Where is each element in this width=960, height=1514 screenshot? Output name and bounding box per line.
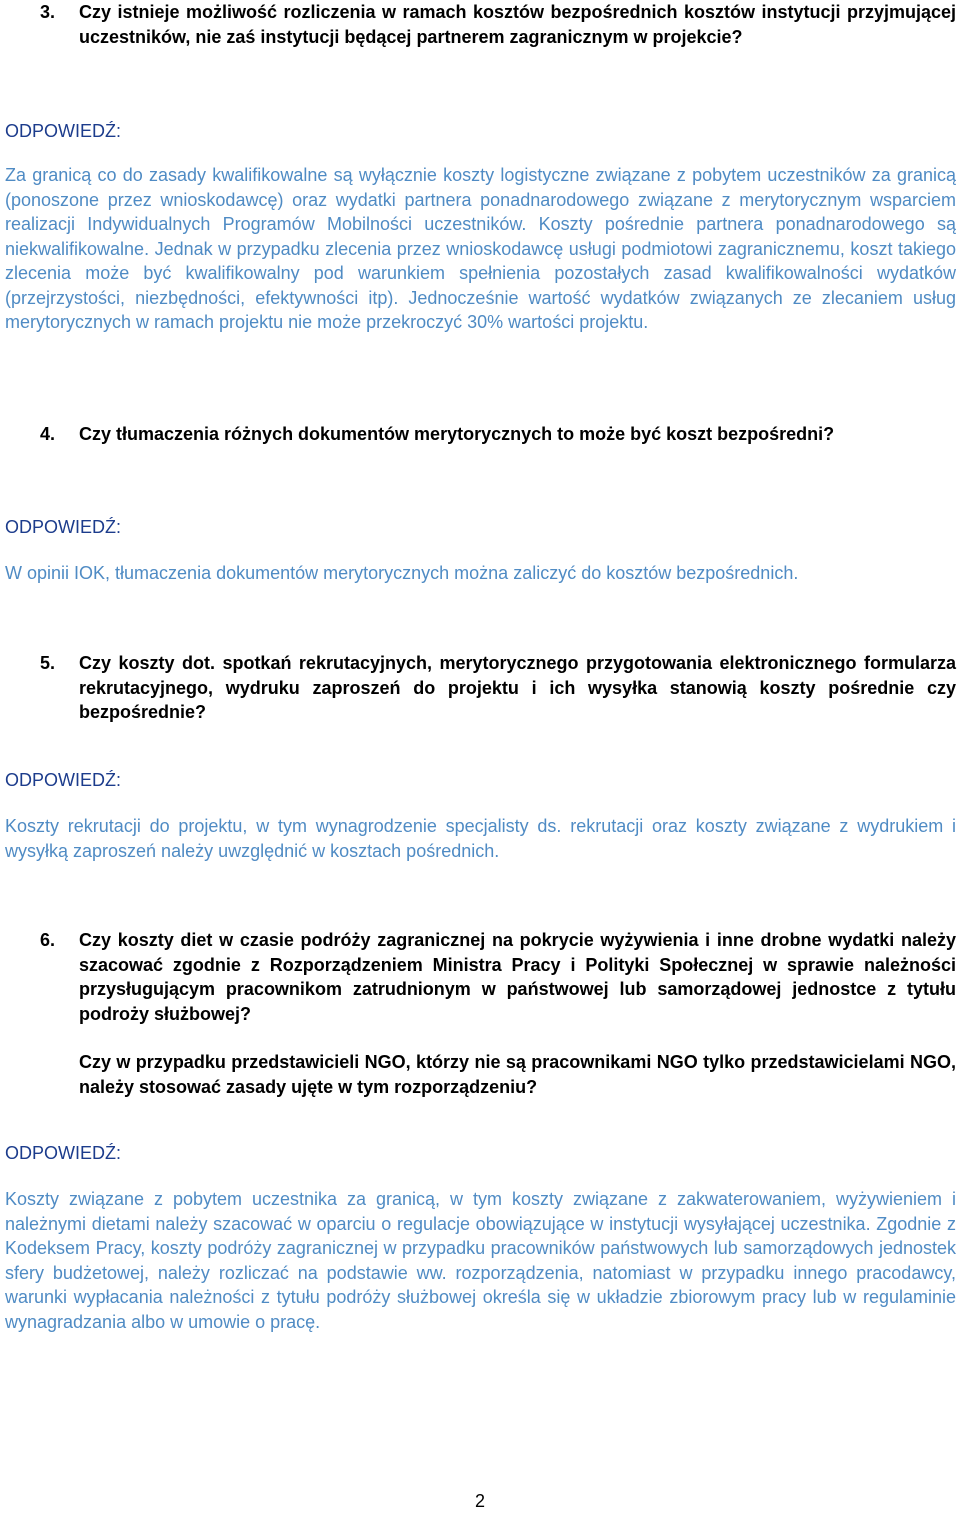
answer-part: Jednocześnie wartość wydatków związanych ze zlecaniem usług merytorycznych w ramach projektu nie może przekroczyć 30% wartości projektu. [5, 287, 957, 332]
question-text: Czy istnieje możliwość rozliczenia w ramach kosztów bezpośrednich kosztów instytucji przyjmującej uczestników, nie zaś instytucji będącej partnerem zagranicznym w projekcie? [79, 2, 956, 47]
question-3 [0, 0, 956, 49]
question-number: 5. [40, 653, 56, 673]
question-text: Czy tłumaczenia różnych dokumentów merytorycznych to może być koszt bezpośredni? [79, 424, 835, 444]
answer-part: Jednak w przypadku zlecenia przez wnioskodawcę usługi podmiotowi zagranicznemu, koszt takiego zlecenia może być kwalifikowalny pod warunkiem spełnienia pozostałych zasad kwalifikowalności wydatków (przejrzystości, niezbędności, efektywności itp). [5, 238, 956, 308]
question-5 [0, 651, 956, 725]
question-text-followup: Czy w przypadku przedstawicieli NGO, którzy nie są pracownikami NGO tylko przedstawicielami NGO, należy stosować zasady ujęte w tym rozporządzeniu? [79, 1052, 956, 1097]
question-text: Czy koszty dot. spotkań rekrutacyjnych, merytorycznego przygotowania elektronicznego formularza rekrutacyjnego, wydruku zaproszeń do projektu i ich wysyłka stanowią koszty pośrednie czy bezpośrednie? [79, 653, 956, 722]
answer-label: ODPOWIEDŹ: [5, 770, 121, 790]
answer-text-4: W opinii IOK, tłumaczenia dokumentów merytorycznych można zaliczyć do kosztów bezpośrednich. [5, 563, 799, 583]
question-text: Czy koszty diet w czasie podróży zagranicznej na pokrycie wyżywienia i inne drobne wydatki należy szacować zgodnie z Rozporządzeniem Ministra Pracy i Polityki Społecznej w sprawie należności przysługującym pracownikom zatrudnionym w państwowej lub samorządowej jednostce z tytułu podroży służbowej? [79, 930, 956, 1024]
answer-text-6: Koszty związane z pobytem uczestnika za granicą, w tym koszty związane z zakwaterowaniem, wyżywieniem i należnymi dietami należy szacować w oparciu o regulacje obowiązujące w instytucji wysyłającej uczestnika. Zgodnie z Kodeksem Pracy, koszty podróży zagranicznej w przypadku pracowników państwowych lub samorządowych jednostek sfery budżetowej, należy rozliczać na podstawie ww. rozporządzenia, natomiast w przypadku innego pracodawcy, warunki wypłacania należności z tytułu podróży służbowej określa się w układzie zbiorowym pracy lub w regulaminie wynagradzania albo w umowie o pracę. [5, 1189, 956, 1332]
answer-label: ODPOWIEDŹ: [5, 517, 121, 537]
question-number: 3. [40, 2, 56, 22]
page-number: 2 [474, 1491, 485, 1511]
answer-label: ODPOWIEDŹ: [5, 1143, 121, 1163]
question-4 [0, 422, 956, 447]
answer-part: Za granicą co do zasady kwalifikowalne są wyłącznie koszty logistyczne związane z pobytem uczestników za granicą (ponoszone przez wnioskodawcę) oraz wydatki partnera ponadnarodowego związane z merytorycznym wsparciem realizacji Indywidualnych Programów Mobilności uczestników. Koszty pośrednie partnera ponadnarodowego są niekwalifikowalne. [5, 165, 956, 259]
question-6 [0, 928, 956, 1099]
answer-text-3 [5, 163, 956, 335]
answer-label: ODPOWIEDŹ: [5, 121, 121, 141]
question-number: 4. [40, 424, 56, 444]
answer-text-5: Koszty rekrutacji do projektu, w tym wynagrodzenie specjalisty ds. rekrutacji oraz koszty związane z wydrukiem i wysyłką zaproszeń należy uwzględnić w kosztach pośrednich. [5, 816, 956, 861]
question-number: 6. [40, 930, 56, 950]
